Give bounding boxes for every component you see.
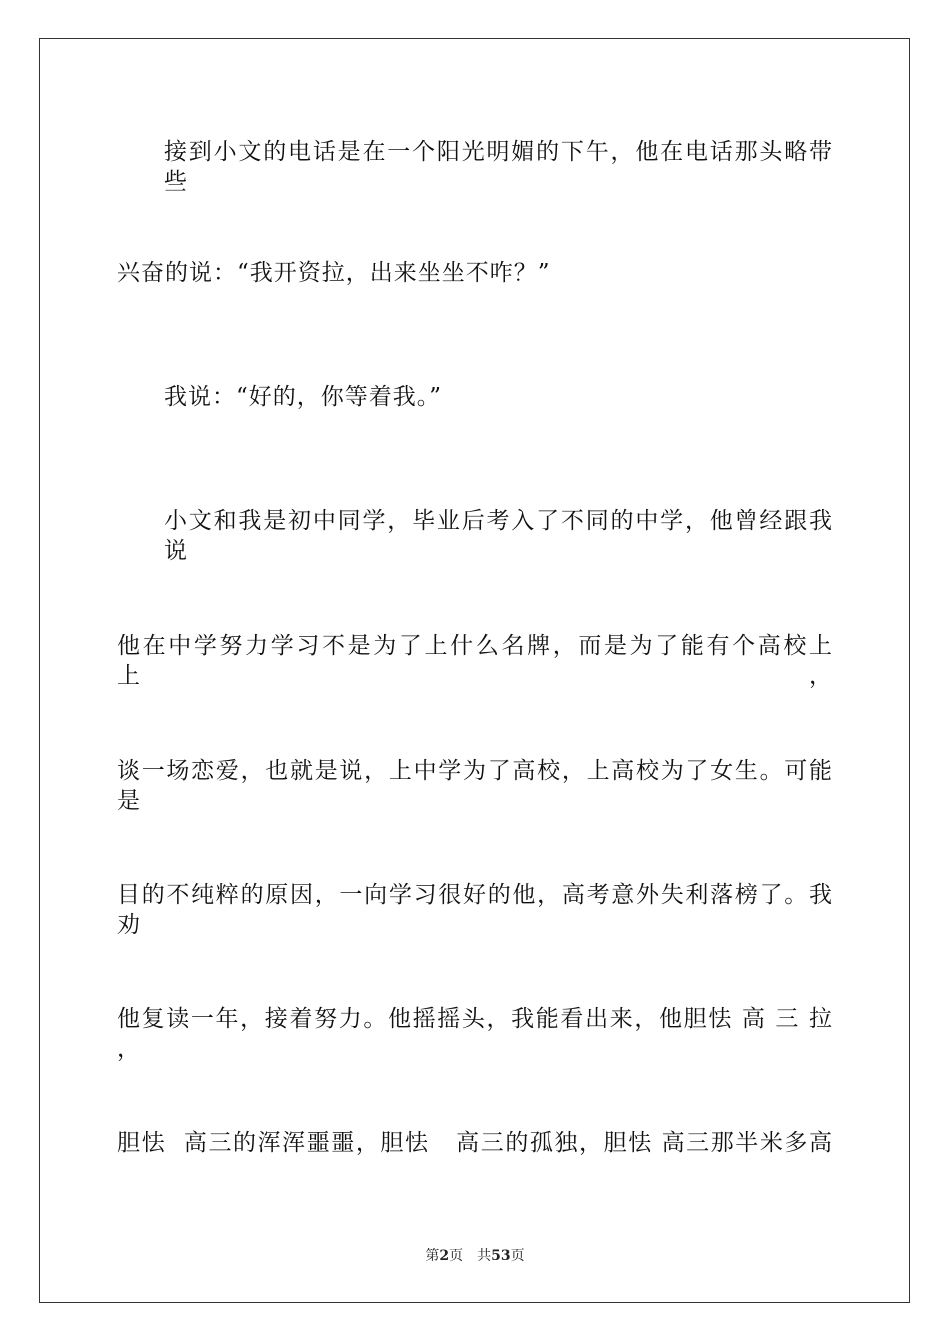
text-line-5: 他在中学努力学习不是为了上什么名牌，而是为了能有个高校上上， bbox=[117, 633, 833, 689]
text-line-8: 他复读一年，接着努力。他摇摇头，我能看出来，他胆怯 高 三 拉 ， bbox=[117, 1006, 833, 1062]
total-suffix: 页 bbox=[510, 1248, 525, 1264]
total-prefix: 共 bbox=[477, 1248, 492, 1264]
text-line-2: 兴奋的说：“我开资拉，出来坐坐不咋？” bbox=[117, 260, 551, 286]
text-line-3: 我说：“好的，你等着我。” bbox=[164, 384, 443, 410]
page-footer bbox=[0, 1246, 950, 1266]
text-line-1: 接到小文的电话是在一个阳光明媚的下午，他在电话那头略带些 bbox=[164, 139, 833, 195]
page-suffix: 页 bbox=[449, 1248, 464, 1264]
total-pages: 53 bbox=[491, 1248, 511, 1264]
page-number: 2 bbox=[439, 1248, 450, 1264]
text-line-4: 小文和我是初中同学，毕业后考入了不同的中学，他曾经跟我说 bbox=[164, 508, 833, 564]
text-line-6: 谈一场恋爱，也就是说，上中学为了高校，上高校为了女生。可能是 bbox=[117, 758, 833, 814]
text-line-9: 胆怯 高三的浑浑噩噩，胆怯 高三的孤独，胆怯 高三那半米多高 bbox=[117, 1130, 833, 1156]
page-prefix: 第 bbox=[425, 1248, 440, 1264]
text-line-7: 目的不纯粹的原因，一向学习很好的他，高考意外失利落榜了。我劝 bbox=[117, 882, 833, 938]
